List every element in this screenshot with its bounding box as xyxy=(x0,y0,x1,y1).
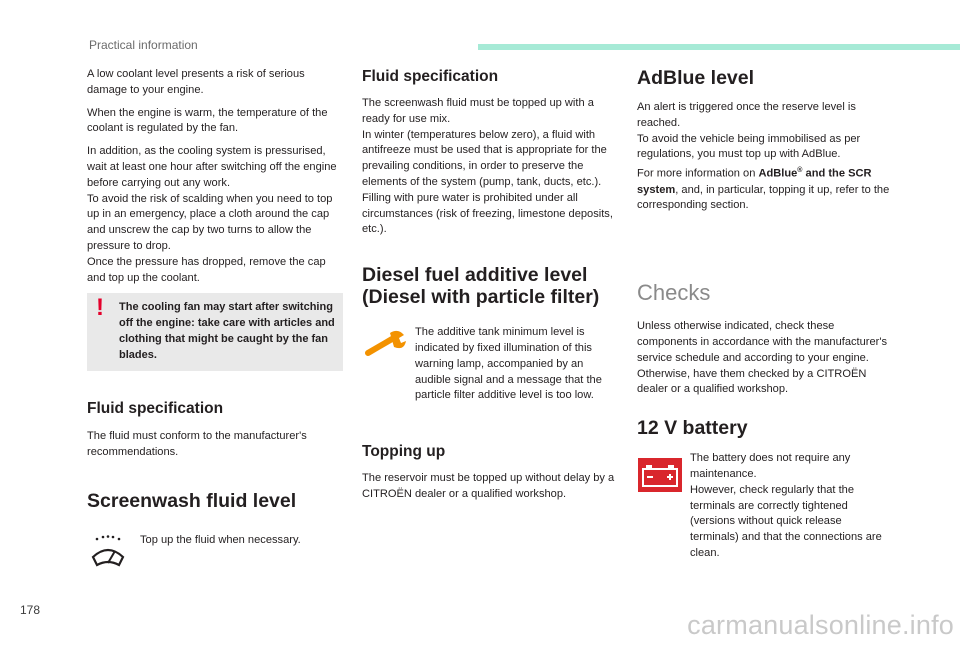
wiper-icon xyxy=(89,535,127,571)
coolant-risk-text: A low coolant level presents a risk of serious damage to your engine. xyxy=(87,68,305,96)
coolant-fan-text: When the engine is warm, the temperature of the coolant is regulated by the fan. xyxy=(87,106,328,135)
coolant-procedure-text xyxy=(87,144,343,286)
topping-up-text: The reservoir must be topped up without delay by a CITROËN dealer or a qualified workshop. xyxy=(362,472,615,500)
coolant-topup-text: Once the pressure has dropped, remove the cap and top up the coolant. xyxy=(87,255,326,284)
adblue-scr-link: and the SCR system xyxy=(637,167,872,196)
checks-text xyxy=(637,319,893,398)
adblue-alert-text: An alert is triggered once the reserve level is reached. xyxy=(637,101,856,129)
checks-dealer-text: Otherwise, have them checked by a CITROËN dealer or a qualified workshop. xyxy=(637,367,867,396)
coolant-scald-text: To avoid the risk of scalding when you need to top up in an emergency, place a cloth around the cap and unscrew the cap by two turns to allow the pressure to drop. xyxy=(87,192,333,252)
battery-icon xyxy=(638,458,682,492)
diesel-additive-heading xyxy=(362,264,618,308)
checks-schedule-text: Unless otherwise indicated, check these components in accordance with the manufacturer's service schedule and according to your engine. xyxy=(637,320,888,364)
battery-row xyxy=(637,451,893,566)
diesel-heading-line2: (Diesel with particle filter) xyxy=(362,286,600,309)
wrench-icon xyxy=(364,329,408,357)
battery-maintenance-text: The battery does not require any maintenance. xyxy=(690,452,851,481)
adblue-heading: AdBlue level xyxy=(637,67,755,89)
adblue-link-name: AdBlue xyxy=(758,167,798,180)
warning-icon: ! xyxy=(96,294,104,322)
adblue-text xyxy=(637,100,893,214)
screenwash-winter-text: In winter (temperatures below zero), a fluid with antifreeze must be used that is appropriate for the prevailing conditions, in order to preserve the elements of the system (pump, tank, ducts, etc.). xyxy=(362,128,607,188)
screenwash-fluid-spec-heading: Fluid specification xyxy=(362,68,499,85)
column-right xyxy=(637,67,893,566)
coolant-fluid-spec-text: The fluid must conform to the manufacturer's recommendations. xyxy=(87,430,307,459)
battery-heading: 12 V battery xyxy=(637,417,748,440)
coolant-pressure-text: In addition, as the cooling system is pressurised, wait at least one hour after switching off the engine before carrying out any work. xyxy=(87,145,337,189)
adblue-more-info-prefix: For more information on xyxy=(637,167,759,180)
section-label: Practical information xyxy=(89,38,198,52)
adblue-topup-text: To avoid the vehicle being immobilised as per regulations, you must top up with AdBlue. xyxy=(637,132,861,161)
column-left xyxy=(87,67,343,583)
page-number: 178 xyxy=(20,603,41,617)
watermark: carmanualsonline.info xyxy=(687,610,954,640)
adblue-registered-mark: ® xyxy=(797,167,803,175)
diesel-additive-text: The additive tank minimum level is indicated by fixed illumination of this warning lamp, accompanied by an audible signal and a message that the particle filter additive level is too low. xyxy=(415,326,602,402)
fan-warning-text: The cooling fan may start after switching off the engine: take care with articles and clothing that might be caught by the fan blades. xyxy=(119,301,335,362)
column-middle xyxy=(362,67,618,510)
header-accent-bar xyxy=(478,44,960,50)
topping-up-heading: Topping up xyxy=(362,443,446,461)
screenwash-row xyxy=(87,533,343,583)
screenwash-text: Top up the fluid when necessary. xyxy=(140,533,301,546)
screenwash-mix-text: The screenwash fluid must be topped up with a ready for use mix. xyxy=(362,97,594,125)
fan-warning-box xyxy=(87,293,343,371)
screenwash-water-text: Filling with pure water is prohibited under all circumstances (risk of freezing, limestone deposits, etc.). xyxy=(362,191,613,236)
diesel-heading-line1: Diesel fuel additive level xyxy=(362,264,588,287)
screenwash-heading: Screenwash fluid level xyxy=(87,489,297,512)
coolant-fluid-spec-heading: Fluid specification xyxy=(87,400,224,418)
diesel-additive-row xyxy=(362,325,618,423)
checks-heading: Checks xyxy=(637,280,711,306)
battery-check-text: However, check regularly that the terminals are correctly tightened (versions without quick release terminals) and that the connections are clean. xyxy=(690,483,882,560)
battery-text xyxy=(690,451,893,562)
adblue-more-info-suffix: , and, in particular, topping it up, refer to the corresponding section. xyxy=(637,183,890,212)
screenwash-fluid-spec-text xyxy=(362,96,618,238)
